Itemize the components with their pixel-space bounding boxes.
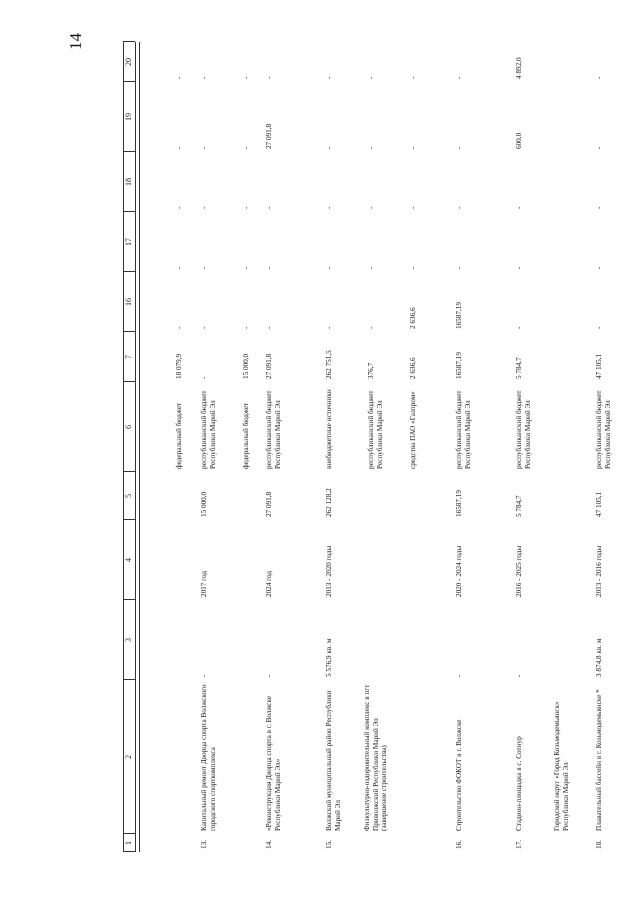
column-separator	[123, 81, 135, 82]
amount-c16: -	[175, 326, 183, 329]
amount-c19: -	[325, 146, 333, 149]
header-cell-2: 2	[124, 755, 133, 759]
amount-c17: -	[515, 266, 523, 269]
amount-c16: -	[242, 326, 250, 329]
object-name: Стадион-площадка в с. Сотнур	[515, 736, 523, 831]
funding-source: республиканский бюджет Республики Марий Эл	[367, 390, 384, 469]
area-value: -	[515, 674, 523, 677]
amount-c19: 600,0	[515, 132, 523, 149]
object-name: «Реконструкция Дворца спорта в г. Волжске Республики Марий Эл»	[265, 696, 282, 831]
amount-c20: -	[242, 76, 250, 79]
amount-c7: -	[200, 376, 208, 379]
column-separator	[123, 41, 135, 42]
period-value: 2016 - 2025 годы	[515, 545, 523, 597]
amount-c17: -	[200, 266, 208, 269]
column-separator	[123, 599, 135, 600]
amount-c20: -	[200, 76, 208, 79]
amount-c20: -	[175, 76, 183, 79]
header-cell-3: 3	[124, 638, 133, 642]
amount-c7: 47 105,1	[595, 353, 603, 379]
area-value: -	[265, 674, 273, 677]
amount-c19: 27 091,8	[265, 123, 273, 149]
cost-value: 262 128,2	[325, 488, 333, 517]
cost-value: 47 105,1	[595, 491, 603, 517]
row-number: 14.	[265, 840, 273, 849]
amount-c7: 262 751,5	[325, 350, 333, 379]
header-cell-17: 17	[124, 238, 133, 246]
row-number: 17.	[515, 840, 523, 849]
amount-c7: 376,7	[367, 362, 375, 379]
row-number: 16.	[455, 840, 463, 849]
amount-c7: 27 091,8	[265, 353, 273, 379]
funding-source: республиканский бюджет Республики Марий Эл	[595, 390, 612, 469]
header-cell-18: 18	[124, 178, 133, 186]
amount-c17: -	[367, 266, 375, 269]
amount-c20: 4 892,0	[515, 57, 523, 79]
column-separator	[123, 519, 135, 520]
column-separator	[123, 331, 135, 332]
amount-c16: -	[367, 326, 375, 329]
amount-c16: -	[200, 326, 208, 329]
header-cell-19: 19	[124, 113, 133, 121]
period-value: 2017 год	[200, 571, 208, 597]
amount-c7: 15 000,0	[242, 353, 250, 379]
column-separator	[123, 833, 135, 834]
cost-value: 5 784,7	[515, 495, 523, 517]
column-separator	[123, 211, 135, 212]
object-name: Плавательный бассейн в г. Козьмодемьянске *	[595, 689, 603, 831]
area-value: -	[200, 674, 208, 677]
amount-c16: -	[515, 326, 523, 329]
period-value: 2013 - 2016 годы	[595, 545, 603, 597]
funding-source: республиканский бюджет Республики Марий Эл	[455, 390, 472, 469]
header-cell-16: 16	[124, 298, 133, 306]
header-bottom-line	[135, 42, 136, 852]
amount-c18: -	[409, 206, 417, 209]
funding-source: республиканский бюджет Республики Марий Эл	[515, 390, 532, 469]
amount-c17: -	[175, 266, 183, 269]
amount-c20: -	[409, 76, 417, 79]
amount-c19: -	[409, 146, 417, 149]
amount-c18: -	[242, 206, 250, 209]
amount-c17: -	[455, 266, 463, 269]
period-value: 2024 год	[265, 571, 273, 597]
amount-c19: -	[200, 146, 208, 149]
funding-source: федеральный бюджет	[175, 402, 183, 469]
funding-source: внебюджетные источники	[325, 389, 333, 469]
amount-c18: -	[325, 206, 333, 209]
amount-c17: -	[595, 266, 603, 269]
area-value: 5 576,9 кв. м	[325, 638, 333, 677]
area-value: -	[455, 674, 463, 677]
amount-c19: -	[455, 146, 463, 149]
header-cell-7: 7	[124, 355, 133, 359]
amount-c7: 2 636,6	[409, 357, 417, 379]
amount-c16: 16587,19	[455, 302, 463, 329]
area-value: 3 874,8 кв. м	[595, 638, 603, 677]
amount-c19: -	[595, 146, 603, 149]
cost-value: 27 091,8	[265, 491, 273, 517]
period-value: 2013 - 2020 годы	[325, 545, 333, 597]
column-separator	[123, 151, 135, 152]
amount-c17: -	[409, 266, 417, 269]
amount-c18: -	[455, 206, 463, 209]
row-number: 15.	[325, 840, 333, 849]
column-separator	[123, 381, 135, 382]
amount-c16: 2 636,6	[409, 307, 417, 329]
column-separator	[123, 471, 135, 472]
amount-c18: -	[265, 206, 273, 209]
object-name-secondary: Физкультурно-оздоровительный комплекс в пгт Приволжский Республики Марий Эл (завершение строительства)	[363, 684, 389, 831]
page-number: 14	[66, 33, 85, 50]
period-value: 2020 - 2024 годы	[455, 545, 463, 597]
header-cell-6: 6	[124, 425, 133, 429]
cost-value: 15 000,0	[200, 491, 208, 517]
amount-c17: -	[325, 266, 333, 269]
amount-c16: -	[265, 326, 273, 329]
amount-c18: -	[515, 206, 523, 209]
cost-value: 16587,19	[455, 490, 463, 517]
amount-c20: -	[265, 76, 273, 79]
amount-c16: -	[325, 326, 333, 329]
row-number: 18.	[595, 840, 603, 849]
header-cell-4: 4	[124, 558, 133, 562]
amount-c18: -	[367, 206, 375, 209]
column-separator	[123, 271, 135, 272]
amount-c17: -	[242, 266, 250, 269]
amount-c18: -	[175, 206, 183, 209]
funding-source: федеральный бюджет	[242, 402, 250, 469]
header-cell-20: 20	[124, 58, 133, 66]
amount-c20: -	[325, 76, 333, 79]
column-separator	[123, 851, 135, 852]
header-cell-1: 1	[124, 841, 133, 845]
object-name: Капитальный ремонт Дворца спорта Волжского городского спорткомплекса	[200, 684, 217, 831]
table-bottom-line	[139, 42, 140, 852]
amount-c20: -	[595, 76, 603, 79]
funding-source: республиканский бюджет Республики Марий Эл	[265, 390, 282, 469]
amount-c20: -	[367, 76, 375, 79]
object-name-secondary: Городской округ «Город Козьмодемьянск» Республики Марий Эл	[553, 701, 570, 831]
amount-c19: -	[367, 146, 375, 149]
amount-c20: -	[455, 76, 463, 79]
object-name: Волжский муниципальный район Республики Марий Эл	[325, 690, 342, 831]
amount-c7: 18 079,9	[175, 353, 183, 379]
amount-c19: -	[242, 146, 250, 149]
row-number: 13.	[200, 840, 208, 849]
funding-source: средства ПАО «Газпром»	[409, 391, 417, 469]
amount-c16: -	[595, 326, 603, 329]
header-top-line	[123, 42, 124, 852]
amount-c18: -	[200, 206, 208, 209]
amount-c17: -	[265, 266, 273, 269]
column-separator	[123, 679, 135, 680]
amount-c19: -	[175, 146, 183, 149]
object-name: Строительство ФОКОТ в г. Волжске	[455, 719, 463, 831]
funding-source: республиканский бюджет Республики Марий Эл	[200, 390, 217, 469]
amount-c7: 5 784,7	[515, 357, 523, 379]
amount-c7: 16587,19	[455, 352, 463, 379]
header-cell-5: 5	[124, 494, 133, 498]
amount-c18: -	[595, 206, 603, 209]
